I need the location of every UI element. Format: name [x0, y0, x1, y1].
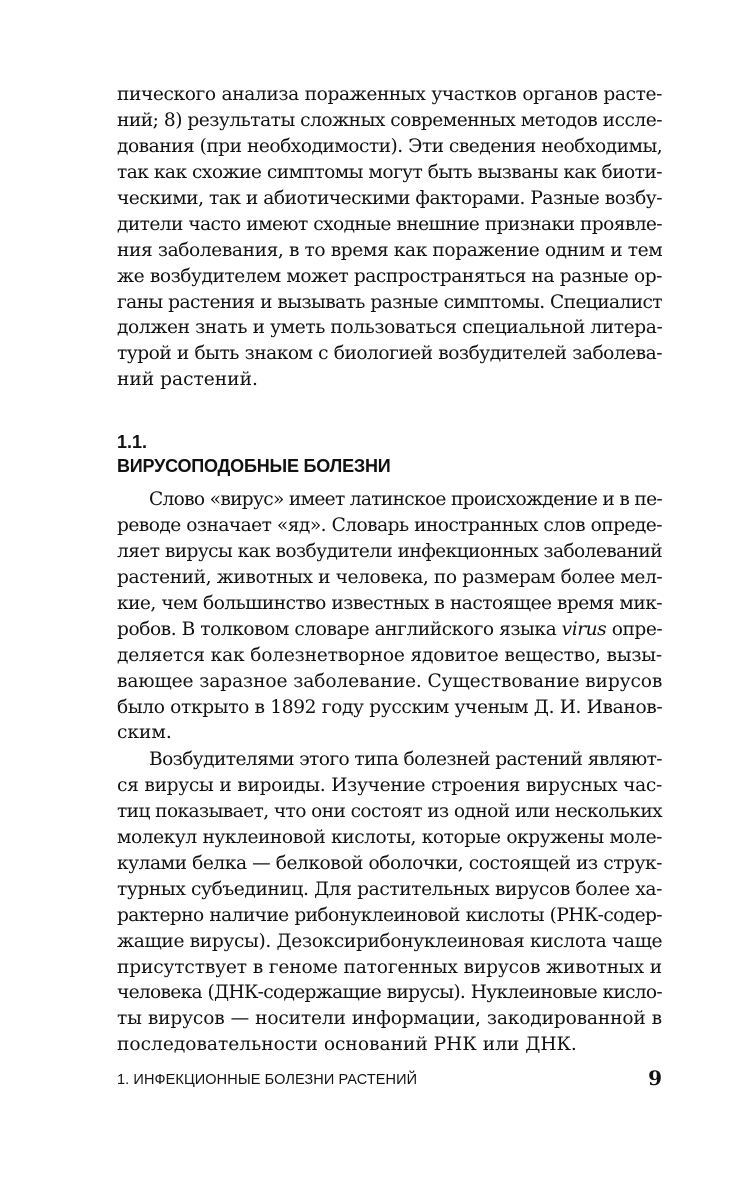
text-line: вающее заразное заболевание. Существование вирусов [117, 670, 663, 692]
text-line: реводе означает «яд». Словарь иностранных слов опреде- [117, 514, 662, 536]
text-line: тиц показывает, что они состоят из одной или нескольких [117, 800, 662, 822]
text-line: дители часто имеют сходные внешние признаки проявле- [117, 213, 662, 235]
text-segment: опре- [606, 618, 663, 640]
text-line: ляет вирусы как возбудители инфекционных заболеваний [117, 540, 662, 562]
text-line: деляется как болезнетворное ядовитое вещество, вызы- [117, 644, 662, 666]
text-line: ний растений. [117, 369, 258, 391]
text-line: ния заболевания, в то время как поражение одним и тем [117, 239, 663, 261]
section-heading [117, 430, 662, 478]
text-line: так как схожие симптомы могут быть вызваны как биоти- [117, 161, 662, 183]
section-title: ВИРУСОПОДОБНЫЕ БОЛЕЗНИ [117, 456, 391, 476]
text-line: ческими, так и абиотическими факторами. Разные возбу- [117, 187, 662, 209]
text-line: присутствует в геноме патогенных вирусов животных и [117, 956, 662, 978]
text-line: ским. [117, 722, 172, 744]
text-line: последовательности оснований РНК или ДНК. [117, 1034, 577, 1056]
paragraph-virus [117, 487, 662, 746]
italic-term: virus [561, 618, 607, 640]
text-segment: робов. В толковом словаре английского языка [117, 618, 562, 640]
text-line: ты вирусов — носители информации, закодированной в [117, 1008, 662, 1030]
text-line: турных субъединиц. Для растительных вирусов более ха- [117, 878, 662, 900]
text-line: ний; 8) результаты сложных современных методов иссле- [117, 109, 662, 131]
text-line: кие, чем большинство известных в настоящее время мик- [117, 592, 662, 614]
text-line: пического анализа пораженных участков органов расте- [117, 84, 662, 105]
text-line: же возбудителем может распространяться на разные ор- [117, 265, 662, 287]
text-line: Возбудителями этого типа болезней растений являют- [149, 749, 662, 770]
text-line: кулами белка — белковой оболочки, состоящей из струк- [117, 852, 662, 874]
text-line: должен знать и уметь пользоваться специальной литера- [117, 317, 663, 339]
paragraph-agents [117, 747, 662, 1058]
section-number: 1.1. [117, 432, 148, 452]
text-line: дования (при необходимости). Эти сведения необходимы, [117, 135, 663, 157]
text-line: ганы растения и вызывать разные симптомы. Специалист [117, 291, 662, 313]
text-line: турой и быть знаком с биологией возбудителей заболева- [117, 343, 662, 365]
text-line: человека (ДНК-содержащие вирусы). Нуклеиновые кисло- [117, 982, 662, 1004]
text-line: было открыто в 1892 году русским ученым Д. И. Иванов- [117, 696, 663, 718]
running-footer-chapter: 1. ИНФЕКЦИОННЫЕ БОЛЕЗНИ РАСТЕНИЙ [117, 1072, 418, 1088]
text-line: растений, животных и человека, по размерам более мел- [117, 566, 663, 588]
text-line: жащие вирусы). Дезоксирибонуклеиновая кислота чаще [117, 930, 663, 952]
text-line: молекул нуклеиновой кислоты, которые окружены моле- [117, 826, 662, 848]
page-number: 9 [648, 1066, 662, 1090]
text-line [117, 617, 662, 643]
text-line: Слово «вирус» имеет латинское происхождение и в пе- [149, 489, 662, 510]
text-line: рактерно наличие рибонуклеиновой кислоты (РНК-содер- [117, 904, 662, 926]
text-line: ся вирусы и вироиды. Изучение строения вирусных час- [117, 774, 662, 796]
paragraph-intro [117, 82, 662, 393]
